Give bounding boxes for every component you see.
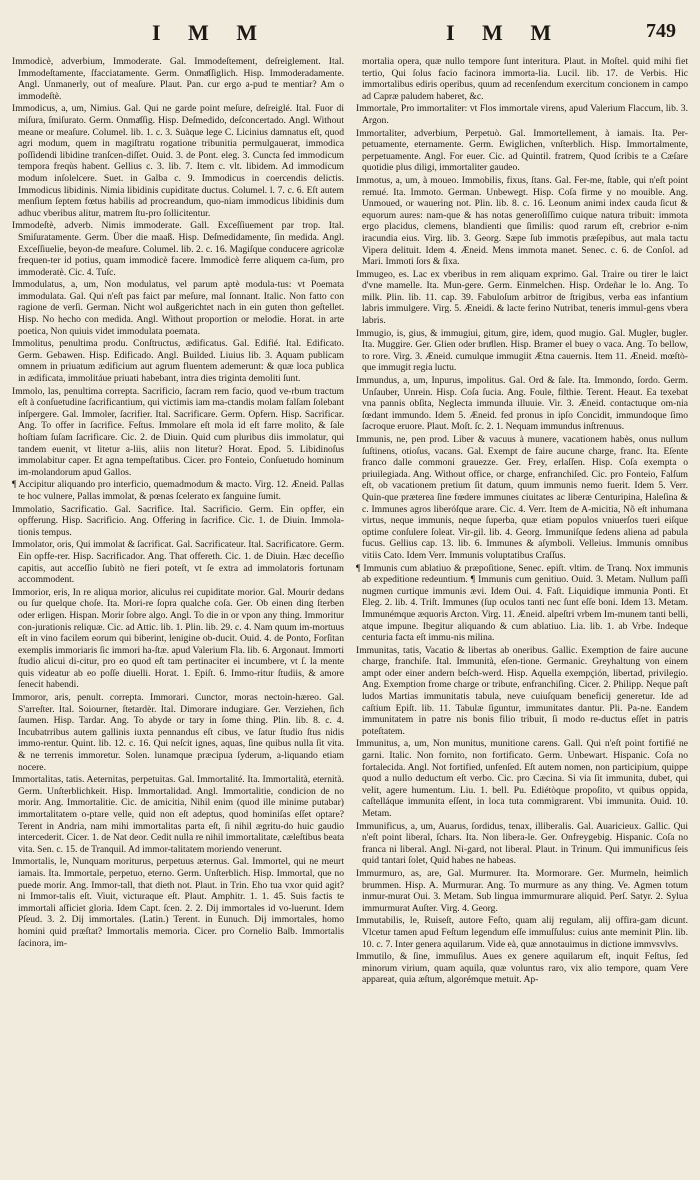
dictionary-entry: Immodicus, a, um, Nimius. Gal. Qui ne garde point meſure, deſreiglé. Ital. Fuor di miſura, ſmiſurato. Germ. Onmaͤſſig. Hisp. Deſmedido, deſconcertado. Angl. Without meane or meaſure. Columel. lib. 1. c. 3. Suàque lege C. Licinius damnatus eſt, quod agri modum, quem in magiſtratu rogatione tribunitia permulgauerat, immodica poſſidendi libidine tranſcen-diſſet. Ouid. 3. de Pont. eleg. 3. Cuncta ſed immodicum tempora freqùs habent. Gellius c. 3. lib. 7. Item c. vlt. libidem. Ad immodicum modum inſolelcere. Suet. in Galba c. 9. Immodicus in coercendis delictis. Immodicus libidinis. Nimia libidinis cupiditate ductus. Columel. l. 7. c. 6. Eſt autem menſium ſeptem fœtus habilis ad procreandum, quo-niam immodicus libidinis dum adhuc vberibus alitur, matrem ſtu-pro ſollicitentur. (12, 103, 344, 219)
running-head-right: I M M (446, 20, 563, 45)
left-column (12, 56, 344, 1166)
dictionary-entry: Immutabilis, le, Ruiseſt, autore Feſto, quam alij regulam, alij offira-gam dicunt. Vlcetur tamen apud Feſtum legendum eſſe immuſſulus: cuius ante meminit Plin. lib. 10. c. 7. Inter genera aquilarum. Vide eà, quæ annotauimus in dictione immvsvlvs. (356, 915, 688, 950)
two-column-body (12, 56, 688, 1166)
dictionary-entry: Immoror, aris, penult. correpta. Immorari. Cunctor, moras nectoin-hæreo. Gal. S'arreſter. Ital. Soiourner, ſtetardèr. Ital. Dimorare indugiare. Ger. Verziehen, ſich ſaumen. Hisp. Tardar. Ang. To abyde or tary in ſome thing. Plin. lib. 8. c. 4. Incubatrribus autem gallinis iuxta pennandus eſt cibus, ve ſatur ſtudio ſtus nidis immo-rentur. Quint. lib. 12. c. 16. Qui neſcit ignes, aquas, ſine quibus nulla ſit vita. & ne terrenis immoretur. Solen. lunamque præcipua ſyderum, a-liquando etiam nocere. (12, 692, 344, 773)
dictionary-entry: Immodeſtè, adverb. Nimis immoderate. Gall. Exceſſiuement par trop. Ital. Smiſuratamente. Germ. Über die maaß. Hisp. Deſmedidamente, ſin medida. Angl. Exceſſiuelie, beyon-de meaſure. Columel. lib. 2. c. 16. Magiſque conducere agricolæ frequen-ter id potius, quam immodicè facere. Immodicè ferre aliquem ca-ſum, pro immoderatè. Cic. 4. Tuſc. (12, 220, 344, 278)
page-number: 749 (646, 20, 676, 42)
dictionary-entry: Immortalitas, tatis. Aeternitas, perpetuitas. Gal. Immortalité. Ita. Immortalità, eternità. Germ. Unſterblichkeit. Hisp. Immortalidad. Angl. Immortalitie, condicion de no morir. Ang. Immortalitie. Cic. de amicitia, Nihil enim (quod ille minime putabar) immortalitatem o-ptare velle, quid non eſt adeptus, quod hominiſas eſſet optare? Terent in Andria, nam mihi immortalitas parta eſt, ſi nihil ægritu-do huic gaudio intercederit. Cicer. 1. de Nat deor. Cedit nulla re nihil immortalitate, cæleſtibus beata vita. Sen. c. 15. de Tranquil. Ad immor-talitatem moriendo venerunt. (12, 774, 344, 855)
dictionary-entry: ¶ Accipitur aliquando pro interficio, quemadmodum & macto. Virg. 12. Æneid. Pallas te hoc vulnere, Pallas immolat, & pœnas ſcelerato ex ſanguine ſumit. (12, 479, 344, 502)
dictionary-entry: Immunitus, a, um, Non munitus, munitione carens. Gall. Qui n'eſt point fortifié ne garni. Italic. Non fornito, non fortificato. Germ. Unbewart. Hispanic. Coſa no fortalecida. Angl. Not fortified, unfenſed. Eſt autem nomen, non participium, quippe quod a nullo deductum eſt verbo. Cic. pro Cæcina. Si via ſit immunita, dubet, qui velit, agere humentum. Liu. 1. bell. Pu. Ediétòque propoſito, vt quibus oppida, caſtelláque immunita eſſent, in loca tuta commigrarent. Vbi immunita. Ouid. 10. Metam. (356, 738, 688, 819)
dictionary-entry: Immugeo, es. Lac ex vberibus in rem aliquam exprimo. Gal. Traire ou tirer le laict d'vne mamelle. Ita. Mun-gere. Germ. Einmelchen. Hisp. Ordeñar le lo. Ang. To milk. Plin. lib. 11. cap. 39. Fabuloſum arbitror de ſtrigibus, verba eas infantium labris immulgere. Virg. 5. Æneidi. & lacte ferino Nutribat, teneris immul-gens vbera labris. (356, 268, 688, 327)
dictionary-entry: Immolator, oris, Qui immolat & ſacrificat. Gal. Sacrificateur. Ital. Sacrificatore. Germ. Ein opffe-rer. Hisp. Sacrificador. Ang. That offereth. Cic. 1. de Diuin. Hæc deceſſio capitis, aut acceſſio ſubitò ne fieri poteſt, vt ſe extra ad immolatoris fortunam accommodent. (12, 539, 344, 586)
dictionary-entry: mortalia opera, quæ nullo tempore ſunt interitura. Plaut. in Moſtel. quid mihi fiet tertio, Qui ſolus facio facinora immorta-lia. Lucil. lib. 17. de Verbis. Hic immortalibus ediris operibus, quum ad recenſendum exercitum concionem in campo ad Capræ paludem haberet, &c. (362, 56, 688, 102)
dictionary-entry: Immunitas, tatis, Vacatio & libertas ab oneribus. Gallic. Exemption de faire aucune charge, franchiſe. Ital. Immunità, eſen-tione. Germanic. Greyhaltung von einem ampt oder einer andern beſch-werd. Hisp. Aquella exempçión, libertad, privilegio. Ang. Exemption frome charge or tribute, enfranchiſing. Cicer. 2. Philipp. Neque paſt ludos Martias immunitatis tabula, neve cuiuſquam beneficij generetur. Ide ad caſtium Epiſt. lib. 11. Tabulæ ſiguntur, immunitates dantur. Pli. Pa-ne. Eandem immunitatem in patre nis bonis filio tribuit, ſi modo re-ductus eſſet in patris poteſtatem. (356, 644, 688, 737)
dictionary-entry: Immugio, is, gius, & immugiui, gitum, gire, idem, quod mugio. Gal. Mugler, bugler. Ita. Muggire. Ger. Glien oder bruͤllen. Hisp. Bramer el buey o vaca. Ang. To bellow, to rore. Virg. 3. Æneid. cumulque immugiit Ætna cauernis. Item 11. Æneid. mœſtò-que immugit regia luctu. (356, 327, 688, 374)
dictionary-entry: Immunis, ne, pen prod. Liber & vacuus à munere, vacationem habès, onus nullum ſuſtinens, otioſus, vacans. Gal. Exempt de faire aucune charge, franc. Ita. Eſente franco dalle commoni grauezze. Ger. Frey, erlaſſen. Hisp. Coſa exempta o priuilegiada. Ang. Without office, or charge, enfranchiſed. Cic. pro Fonteio, Falſum eſt, ob vacationem pretium ſit datum, quum immunis nemo fuerit. Idem 5. Verr. Quin-que præterea ſine fœdere immunes ciuitates ac liberæ Centuripina, Haleſina & c. Immunes agros liberóſque arare. Cic. 4. Verr. Item de A-micitia, Nõ eſt inhumana virtus, neque immunis, neque ſuperba, quæ etiam populos vniuerſos tueri eiſque optime conſulere ſoleat. Vir-gil. lib. 4. Georg. Immuniſque ſedens aliena ad pabula fucus. Gellius cap. 13. lib. 6. Immunes & aſymboli. Velleius. Immunis omnibus vitiis Cato. Idem Verr. Immunis voluptatibus Craſſus. (356, 434, 688, 561)
dictionary-entry: Immodulatus, a, um, Non modulatus, vel parum aptè modula-tus: vt Poemata immodulata. Gal. Qui n'eſt pas faict par meſure, mal ſonnant. Italic. Non fatto con ragione de verſi. German. Nicht wol außgerichtet nach in ein guten thon geſtellet. Hisp. No hecho con medida. Angl. Without proportion or melodie. Horat. in arte poetica, Non quiuis videt immodulata poemata. (12, 279, 344, 337)
dictionary-entry: Immundus, a, um, Inpurus, impolitus. Gal. Ord & ſale. Ita. Immondo, ſordo. Germ. Unſauber, Unrein. Hisp. Coſa ſucia. Ang. Foule, filthie. Terent. Heaut. Ea texebat vna pannis obſita, Neglecta immunda illuuie. Vir. 3. Æneid. contactuque om-nia ſœdant immundo. Idem 5. Æneid. fed pronus in ipſo Concidit, immundoque ſimo ſacroque eruore. Plaut. Moſt. ſc. 2. 1. Nequam immundus inſtrenuus. (356, 375, 688, 433)
dictionary-entry: Immorior, eris, In re aliqua morior, aliculus rei cupiditate morior. Gal. Mourir dedans ou ſur quelque choſe. Ita. Mori-re ſopra qualche coſa. Ger. Ob einen ding ſterben oder erligen. Hispan. Morir ſobre algo. Angl. To die in or vpon any thing. Immoritur con-jurationis reliquæ. Cic. ad Attic. lib. 1. Plin. lib. 29. c. 4. Nam quum im-mortuus eſt in vino facilem eorum qui biberint, lenigine ob-ducit. Ouid. 4. de Ponto, Forſitan exemplis immoriaris ſic immori ha-ſtæ. apud Valerium Fla. lib. 6. Argonaut. Immorti ſtudio alicui di-citur, pro eo quod eſt tam pertinaciter ei incumbere, vt ſ. la mente quis videatur ab eo poſſe diuelli. Horat. 1. Epiſt. 6. Immo-ritur ſtudiis, & amore ſenecit habendi. (12, 586, 344, 691)
dictionary-entry: Immolitus, penultima produ. Conſtructus, ædificatus. Gal. Edifié. Ital. Edificato. Germ. Gebawen. Hisp. Edificado. Angl. Builded. Liuius lib. 3. Aquam publicam omnem in priuatum ædificium aut agrum fluentem ademerunt: & quæ loca publica in ædificata, immolitáue priuati habebant, intra dies triginta demoliti ſunt. (12, 338, 344, 385)
dictionary-entry: Immurmuro, as, are, Gal. Murmurer. Ita. Mormorare. Ger. Murmeln, heimlich brummen. Hisp. A. Murmurar. Ang. To murmure as any thing. Ve. Agmen totum inmur-murat Oui. 3. Metam. Sub lingua immurmurare aliquid. Perſ. Satyr. 2. Sylua immurmurat Auſter. Virg. 4. Georg. (356, 867, 688, 914)
dictionary-entry: Immortalis, le, Nunquam moriturus, perpetuus æternus. Gal. Immortel, qui ne meurt iamais. Ita. Immortale, perpetuo, eterno. Germ. Unſterblich. Hisp. Immortal, que no puede morir. Ang. Immor-tall, that dieth not. Plaut. in Trin. Eho tua vxor quid agit? ni Immor-talis eſt. Viuit, victuraque eſt. Plaut. Amphitr. 1. 1. 45. Suis factis te immortali aſficiet gloria. Idem Capt. ſcen. 2. 2. Dij immortales id vo-luerunt. Idem Pſeud. 3. 2. Dij immortales. (Latin.) Terent. in Eunuch. Dij immortales, homo homini quid præſtat? Immortalis memoria. Cicer. pro Cornelio Balb. Immortalis ſacinora, im- (12, 856, 344, 949)
dictionary-entry: Immortale, Pro immortaliter: vt Flos immortale virens, apud Valerium Flaccum, lib. 3. Argon. (356, 103, 688, 126)
dictionary-entry: ¶ Immunis cum ablatiuo & præpoſitione, Senec. epiſt. vltim. de Tranq. Nox immunis ab expeditione redeuntium. ¶ Immunis cum genitiuo. Ouid. 3. Metam. Nullum paſſi nugmen curtique immunis ævi. Idem Oui. 4. Faſt. Liquidique immunia Ponti. Et Eleg. 2. lib. 4. Triſt. Immunes (ſup oculos tanti nec ſunt eſſe boni. Idem 13. Metam. Immunémque æquoris Arcton. Virg. 11. Æneid. alpeſtri vrbem Im-munem tanti belli, atque impune. Ibegitur aliquando & cum ablatiuo. Lia. lib. 1. ab Vrbe. Indeque centuria facta eſt immu-nis milina. (356, 562, 688, 644)
dictionary-entry: Immunificus, a, um, Auarus, ſordidus, tenax, illiberalis. Gal. Auaricieux. Gallic. Qui n'eſt point liberal, ſchars. Ita. Non libera-le. Ger. Onfreygebig. Hispanic. Coſa no franca ni liberal. Angl. Ni-gard, not liberal. Plaut. in Trinum. Qui immunificus ſeis quid tantari ſolet, Quid habes ne habeas. (356, 820, 688, 867)
dictionary-entry: Immolo, las, penultima correpta. Sacrificio, ſacram rem facio, quod ve-rbum tractum eſt à conſuetudine ſacrificantium, qui victimis iam ma-ctandis molam falſam ſolebant inſpergere. Gal. Immoler, ſacrifier. Ital. Sacrificare. Germ. Opfern. Hisp. Sacrificar. Ang. To offer in ſacrifice. Feſtus. Immolare eſt mola id eſt farre molito, & ſale hoſtiam ſuſam ſacrificare. Cic. 2. de Diuin. Quid cum pluribus diis immolatur, qui tandem euenit, vt litetur a-liis, aliis non litetur? Horat. Epod. 5. Libidinoſus immolabitur caper. Et agna tempeſtatibus. Cicer. pro Fonteio, Conſuetudo hominum im-molandorum apud Gallos. (12, 385, 344, 478)
dictionary-entry: Immortaliter, adverbium, Perpetuò. Gal. Immortellement, à iamais. Ita. Per-petuamente, eternamente. Germ. Ewiglichen, vnſterblich. Hisp. Immortalmente, perpetuamente. Angl. For euer. Cic. ad Quintil. fratrem, Quod ſcribis te a Cæſare quotidie plus diligi, immortaliter gaudeo. (356, 127, 688, 174)
dictionary-entry: Immutilo, & ſine, immuſilus. Aues ex genere aquilarum eſt, inquit Feſtus, ſed minorum virium, quam aquila, quæ voluntus raro, vix alio tempore, quam Vere appareat, quia æſtum, algorémque metuit. Ap- (356, 951, 688, 986)
dictionary-entry: Immodicè, adverbium, Immoderate. Gal. Immodeſtement, deſreiglement. Ital. Immodeſtamente, ſfacciatamente. Germ. Onmaͤſſiglich. Hisp. Immoderadamente. Angl. Unmanerly, out of meaſure. Plaut. Pan. cur ergo a-pud te mentiar? Am o immodeſtè. (12, 56, 344, 102)
dictionary-entry: Immotus, a, um, à moueo. Immobilis, fixus, ſtans. Gal. Fer-me, ſtable, qui n'eſt point remué. Ita. Immoto. German. Unbewegt. Hisp. Coſa firme y no mouible. Ang. Unmoued, or wauering not. Plin. lib. 8. c. 16. Leonum animi index cauda ſicut & equorum aures: nam-que & has notas generoſiſſimo cuique natura tribuit: immota ergo placidus, clemens, blandienti que ſimilis: quod rarum eſt, crebrior e-nim iracundia eius. Virg. lib. 3. Georg. Sæpe ſub immotis præſepibus, aut mala tactu Vipera delituit. Idem 4. Æneid. Mens immota manet. Senec. c. 6. de Conſol. ad Mari. Immoti ſors & ſixa. (356, 174, 688, 268)
right-column (356, 56, 688, 1166)
running-head-left: I M M (152, 20, 269, 45)
dictionary-entry: Immolatio, Sacrificatio. Gal. Sacrifice. Ital. Sacrificio. Germ. Ein opffer, ein opfferung. Hisp. Sacrificio. Ang. Offering in ſacrifice. Cic. 1. de Diuin. Immola-tionis tempus. (12, 503, 344, 538)
running-header (12, 8, 688, 56)
